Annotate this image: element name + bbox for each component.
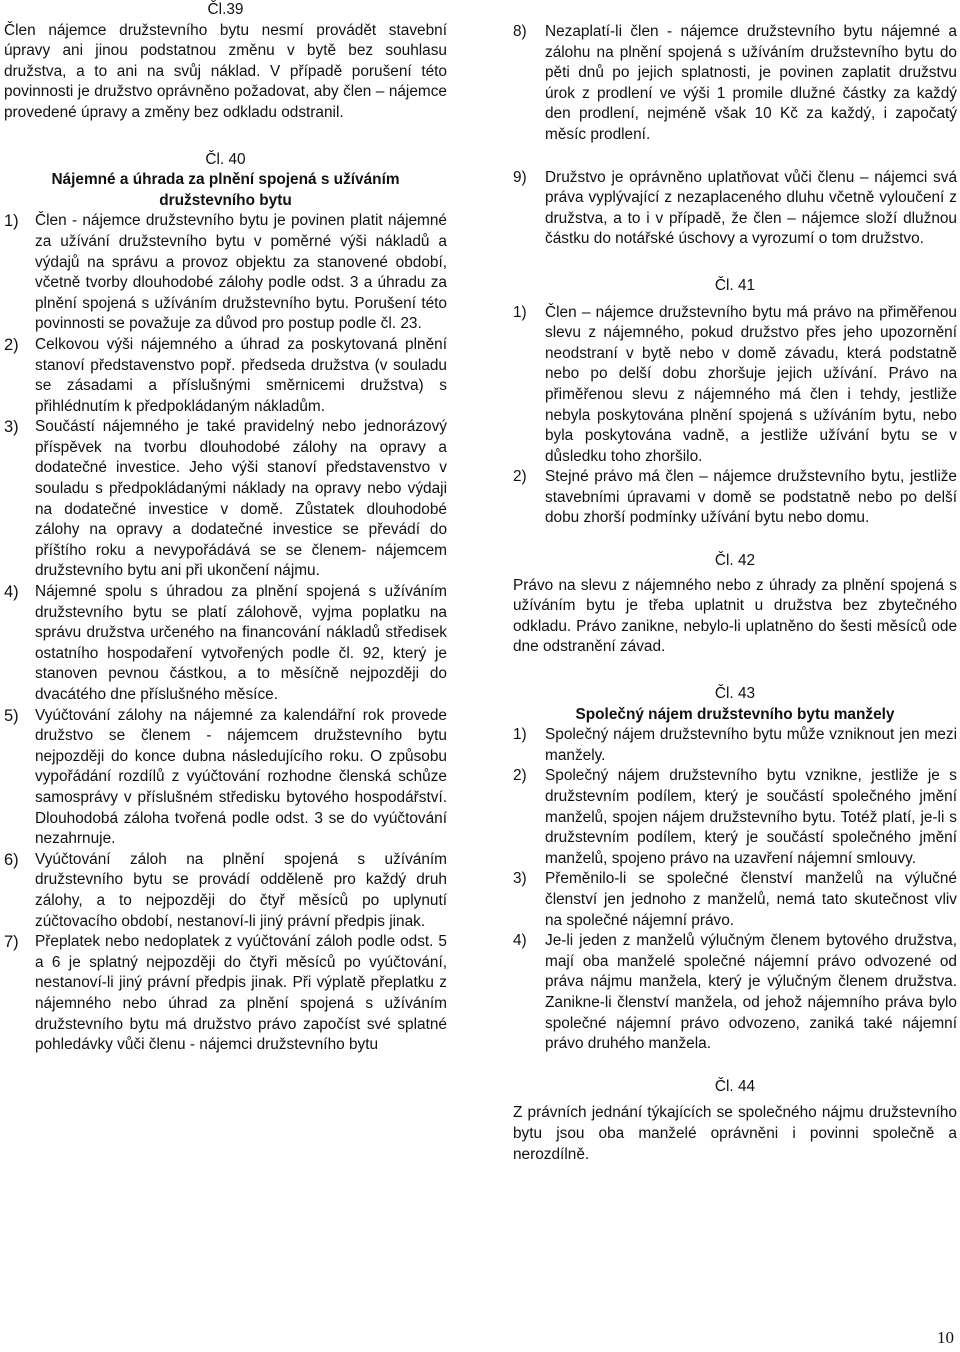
article-40-list	[4, 211, 447, 1055]
article-39-text: Člen nájemce družstevního bytu nesmí provádět stavební úpravy ani jinou podstatnou změnu v bytě bez souhlasu družstva, a to ani na svůj náklad. V případě porušení této povinnosti je družstvo oprávněno požadovat, aby člen – nájemce provedené úpravy a změny bez odkladu odstranil.	[4, 21, 447, 121]
list-item: 3) Přeměnilo-li se společné členství manželů na výlučné členství jen jednoho z manželů, nemá tato skutečnost vliv na společné nájemní právo.	[513, 870, 957, 929]
list-item: 7) Přeplatek nebo nedoplatek z vyúčtování záloh podle odst. 5 a 6 je splatný nejpozději do čtyři měsíců po vyúčtování, nestanoví-li jiný právní předpis jinak. Při výplatě přeplatku z nájemného nebo úhrad za plnění spojená s užíváním družstevního bytu má družstvo právo započíst své splatné pohledávky vůči členu - nájemci družstevního bytu	[4, 933, 447, 1054]
list-item: 1) Společný nájem družstevního bytu může vzniknout jen mezi manžely.	[513, 726, 957, 764]
article-40-list-continued	[513, 22, 957, 250]
article-44-text: Z právních jednání týkajících se společného nájmu družstevního bytu jsou oba manželé oprávněni i povinni společně a nerozdílně.	[513, 1104, 957, 1163]
list-item: 3) Součástí nájemného je také pravidelný nebo jednorázový příspěvek na tvorbu dlouhodobé zálohy na opravy a dodatečné investice. Jeho výši stanoví představenstvo v souladu s předpokládanými náklady na opravy nebo výdaji na dodatečné investice v domě. Zůstatek dlouhodobé zálohy na opravy a dodatečné investice se převádí do příštího roku a nevypořádává se se členem- nájemcem družstevního bytu ani při ukončení nájmu.	[4, 418, 447, 580]
article-43-list	[513, 725, 957, 1055]
list-item: 8) Nezaplatí-li člen - nájemce družstevního bytu nájemné a zálohu na plnění spojená s užíváním družstevního bytu do pěti dnů po jejich splatnosti, je povinen zaplatit družstvu úrok z prodlení ve výši 1 promile dlužné částky za každý den prodlení, nejméně však 10 Kč za každý, i započatý měsíc prodlení.	[513, 23, 957, 143]
list-item: 9) Družstvo je oprávněno uplatňovat vůči členu – nájemci svá práva vyplývající z nezaplaceného dluhu včetně vyloučení z družstva, a to i v případě, že člen – nájemce složí dlužnou částku do notářské úschovy a vyrozumí o tom družstvo.	[513, 168, 957, 248]
article-42-heading: Čl. 42	[714, 552, 756, 570]
article-41-heading: Čl. 41	[714, 276, 756, 294]
list-item: 4) Nájemné spolu s úhradou za plnění spojená s užíváním družstevního bytu se platí zálohově, vyjma poplatku na správu družstva určeného na financování nákladů středisek ostatního hospodaření vytvořených podle čl. 92, který je stanoven pevnou částkou, a to měsíčně nejpozději do dvacátého dne příslušného měsíce.	[4, 583, 447, 703]
list-item: 2) Společný nájem družstevního bytu vznikne, jestliže je s družstevním podílem, který je součástí společného jmění manželů, spojen nájem družstevního bytu. Totéž platí, je-li s družstevním podílem, který je součástí společného jmění manželů, spojeno právo na uzavření nájemní smlouvy.	[513, 767, 957, 867]
list-item: 5) Vyúčtování zálohy na nájemné za kalendářní rok provede družstvo se členem - nájemcem družstevního bytu nejpozději do konce dubna následujícího roku. O způsobu vypořádání rozdílů z vyúčtování rozhodne členská schůze samosprávy v příslušném středisku bytového hospodářství. Dlouhodobá záloha tvořená podle odst. 3 se do vyúčtování nezahrnuje.	[4, 706, 447, 848]
article-43-heading: Čl. 43	[714, 685, 756, 703]
article-40-title: Nájemné a úhrada za plnění spojená s užíváním družstevního bytu	[51, 171, 400, 209]
article-41-list	[513, 303, 957, 530]
list-item: 4) Je-li jeden z manželů výlučným členem bytového družstva, mají oba manželé společné nájemní právo odvozené od práva nájmu manžela, který je výlučným členem družstva. Zanikne-li členství manžela, od jehož nájemního práva bylo společné nájemní právo odvozeno, zaniká také nájemní právo druhého manžela.	[513, 932, 957, 1053]
list-item: 1) Člen – nájemce družstevního bytu má právo na přiměřenou slevu z nájemného, pokud družstvo přes jeho upozornění neodstraní v bytě nebo v domě závadu, která podstatně nebo po delší dobu zhoršuje jejich užívání. Právo na přiměřenou slevu z nájemného má člen i tehdy, jestliže nebyla poskytována plnění spojená s užíváním bytu, nebo byla poskytována vadně, a jestliže užívání bytu se v důsledku toho zhoršilo.	[513, 303, 957, 465]
left-column	[4, 0, 447, 1056]
list-item: 2) Celkovou výši nájemného a úhrad za poskytovaná plnění stanoví představenstvo popř. předseda družstva (v souladu se zásadami a příslušnými směrnicemi družstva) s přihlédnutím k předpokládaným nákladům.	[4, 335, 447, 415]
right-column	[513, 22, 957, 1165]
article-39-heading: Čl.39	[207, 1, 244, 18]
article-44-heading: Čl. 44	[714, 1077, 756, 1095]
article-42-text: Právo na slevu z nájemného nebo z úhrady za plnění spojená s užíváním bytu je třeba uplatnit u družstva bez zbytečného odkladu. Právo zanikne, nebylo-li uplatněno do šesti měsíců ode dne odstranění závad.	[513, 576, 957, 656]
article-43-title: Společný nájem družstevního bytu manžely	[575, 705, 895, 723]
article-40-heading: Čl. 40	[205, 150, 246, 168]
page-number: 10	[937, 1328, 954, 1347]
list-item: 6) Vyúčtování záloh na plnění spojená s užíváním družstevního bytu se provádí odděleně pro každý druh zálohy, a to nejpozději do čtyř měsíců po uplynutí zúčtovacího období, nestanoví-li jiný právní předpis jinak.	[4, 850, 447, 930]
list-item: 1) Člen - nájemce družstevního bytu je povinen platit nájemné za užívání družstevního bytu v poměrné výši nákladů a výdajů na správu a provoz objektu za stanovené období, včetně tvorby dlouhodobé zálohy podle odst. 3 a úhradu za plnění spojená s užíváním družstevního bytu. Porušení této povinnosti se považuje za důvod pro postup podle čl. 23.	[4, 212, 447, 333]
list-item: 2) Stejné právo má člen – nájemce družstevního bytu, jestliže stavebními úpravami v domě se podstatně nebo po delší dobu zhorší podmínky užívání bytu nebo domu.	[513, 468, 957, 527]
